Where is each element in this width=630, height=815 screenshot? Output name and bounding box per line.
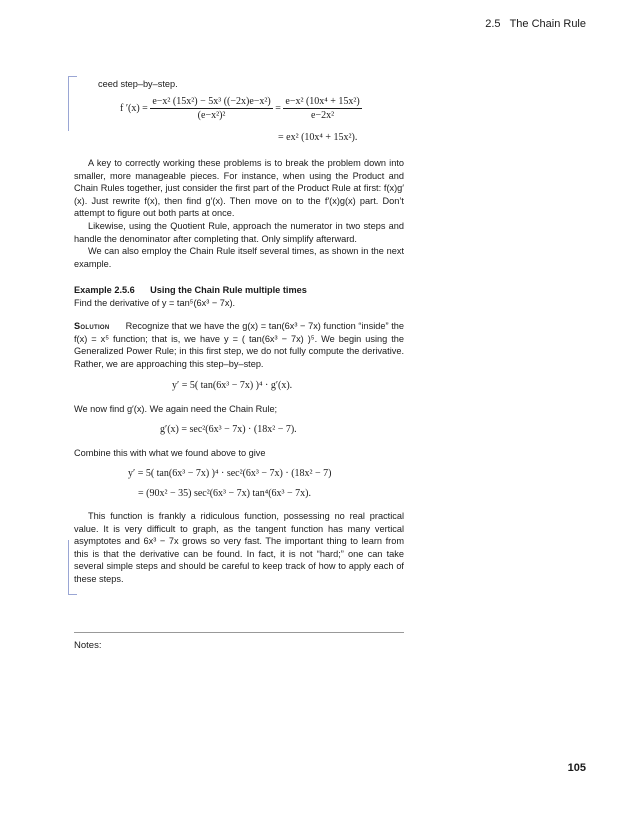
solution-text-4: This function is frankly a ridiculous function, possessing no real practical value. It is very difficult to graph, as the tangent function has many vertical asymptotes and 6x³ − 7x grows so very fast. The important thing to learn from this is that the derivative can be found. In fact, it is not “hard;” one can take several simple steps and should be careful to keep track of how to apply each of these steps.	[74, 511, 404, 584]
solution-text-1: Solution Recognize that we have the g(x) = tan(6x³ − 7x) function “inside” the f(x) = x⁵ function; that is, we have y = ( tan(6x³ − 7x) )⁵. We begin using the Generalized Power Rule; in this first step, we do not fully compute the derivative. Rather, we are approaching this step–by–step.	[74, 321, 404, 369]
section-number: 2.5	[485, 18, 501, 30]
paragraph-2: Likewise, using the Quotient Rule, approach the numerator in two steps and handle the denominator after completing that. Only simplify afterward.	[74, 220, 404, 244]
example-title: Using the Chain Rule multiple times	[150, 285, 307, 295]
notes-label: Notes:	[74, 640, 102, 651]
equation-g-prime: g′(x) = sec²(6x³ − 7x) · (18x² − 7).	[160, 424, 297, 435]
equation-combined-2: = (90x² − 35) sec²(6x³ − 7x) tan⁴(6x³ − 7x).	[138, 488, 312, 499]
running-header	[479, 18, 586, 30]
equation-quotient: f ′(x) = $\frac{\text{e−x² (15x²) − 5x³ ((−2x)e−x²)}}{\text{(e−x²)²}}$ = $\frac{\text{e−x² (10x⁴ + 15x²)}}{\text{e−2x²}}$	[120, 96, 360, 121]
body-paragraphs	[74, 157, 404, 270]
example-statement: Find the derivative of y = tan⁵(6x³ − 7x).	[74, 297, 236, 308]
solution-text-3: Combine this with what we found above to give	[74, 448, 266, 458]
solution-text-2: We now find g′(x). We again need the Chain Rule;	[74, 404, 278, 414]
equation-power-rule: y′ = 5( tan(6x³ − 7x) )⁴ · g′(x).	[172, 380, 293, 391]
paragraph-3: We can also employ the Chain Rule itself several times, as shown in the next example.	[74, 246, 404, 269]
eq1-fraction-2: $\frac{\text{e−x² (10x⁴ + 15x²)}}{\text{e−2x²}}$	[285, 96, 360, 121]
page-number: 105	[567, 762, 586, 774]
paragraph-1: A key to correctly working these problems is to break the problem down into smaller, more manageable pieces. For instance, when using the Product and Chain Rules together, just consider the first part of the Product Rule at first: f(x)g′(x). Just rewrite f(x), then find g′(x). Then move on to the f′(x)g(x) part. Don’t attempt to figure out both parts at once.	[74, 158, 404, 219]
eq1-fraction-1: $\frac{\text{e−x² (15x²) − 5x³ ((−2x)e−x²)}}{\text{(e−x²)²}}$	[152, 96, 271, 121]
notes-divider	[74, 632, 404, 633]
example-label: Example 2.5.6	[74, 285, 135, 295]
example-heading	[74, 284, 404, 309]
solution-label: Solution	[74, 321, 110, 331]
eq1-lhs: f ′(x) =	[120, 102, 148, 114]
equation-combined-1: y′ = 5( tan(6x³ − 7x) )⁴ · sec²(6x³ − 7x) · (18x² − 7)	[128, 468, 332, 479]
equation-simplified: = ex² (10x⁴ + 15x²).	[278, 132, 358, 143]
section-title: The Chain Rule	[509, 18, 586, 30]
intro-line: ceed step–by–step.	[98, 79, 178, 89]
